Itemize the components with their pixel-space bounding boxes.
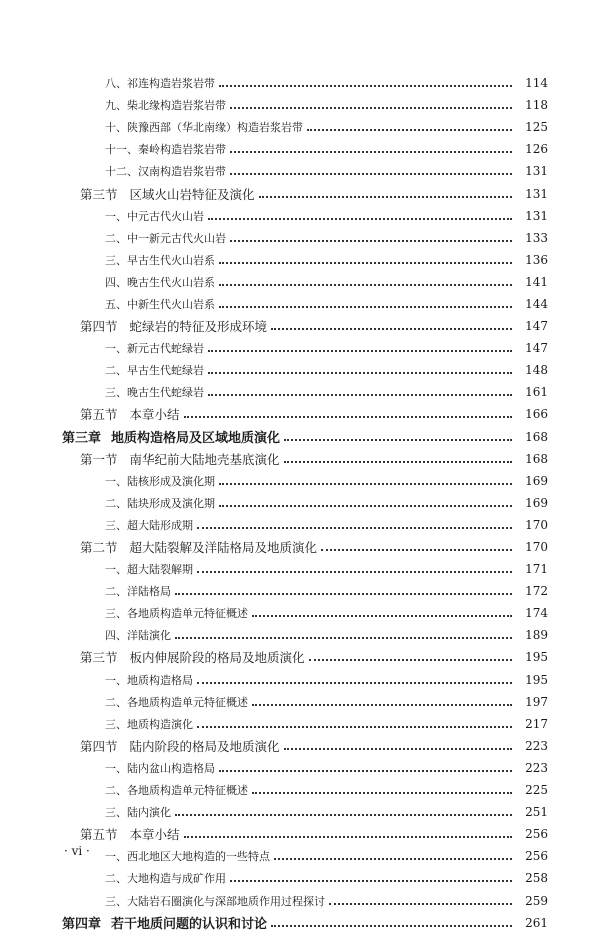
toc-entry-label: 超大陆裂解及洋陆格局及地质演化 bbox=[129, 540, 318, 556]
toc-entry-label: 三、晚古生代蛇绿岩 bbox=[105, 386, 204, 400]
dot-leader bbox=[208, 372, 512, 374]
toc-page-number: 131 bbox=[525, 164, 548, 179]
toc-subsection-entry[interactable] bbox=[0, 205, 592, 227]
toc-page-number: 147 bbox=[525, 319, 548, 334]
toc-entry-title bbox=[105, 230, 226, 246]
toc-entry-title bbox=[105, 75, 215, 91]
toc-entry-number: 第四节 bbox=[80, 738, 118, 754]
dot-leader bbox=[197, 726, 512, 728]
toc-page-number: 133 bbox=[525, 230, 548, 245]
toc-page-number: 189 bbox=[525, 628, 548, 643]
toc-subsection-entry[interactable] bbox=[0, 138, 592, 160]
toc-section-entry[interactable] bbox=[0, 403, 592, 425]
toc-entry-title bbox=[105, 627, 171, 643]
dot-leader bbox=[252, 704, 512, 706]
toc-entry-label: 一、新元古代蛇绿岩 bbox=[105, 342, 204, 356]
toc-entry-label: 二、早古生代蛇绿岩 bbox=[105, 364, 204, 378]
toc-entry-label: 一、陆内盆山构造格局 bbox=[105, 761, 215, 775]
toc-subsection-entry[interactable] bbox=[0, 359, 592, 381]
toc-page-number: 251 bbox=[525, 805, 548, 820]
toc-entry-title bbox=[80, 825, 180, 843]
dot-leader bbox=[284, 748, 512, 750]
toc-entry-label: 八、祁连构造岩浆岩带 bbox=[105, 77, 215, 91]
toc-entry-label: 三、大陆岩石圈演化与深部地质作用过程探讨 bbox=[105, 894, 325, 908]
toc-entry-label: 四、晚古生代火山岩系 bbox=[105, 275, 215, 289]
dot-leader bbox=[197, 682, 512, 684]
dot-leader bbox=[219, 505, 512, 507]
toc-entry-title bbox=[80, 317, 267, 335]
toc-page-number: 118 bbox=[525, 98, 548, 113]
dot-leader bbox=[219, 306, 512, 308]
toc-subsection-entry[interactable] bbox=[0, 602, 592, 624]
toc-entry-label: 本章小结 bbox=[129, 827, 180, 843]
toc-entry-label: 二、陆块形成及演化期 bbox=[105, 496, 215, 510]
dot-leader bbox=[208, 394, 512, 396]
toc-entry-title bbox=[80, 648, 305, 666]
dot-leader bbox=[284, 439, 512, 441]
toc-subsection-entry[interactable] bbox=[0, 72, 592, 94]
dot-leader bbox=[230, 107, 512, 109]
dot-leader bbox=[219, 284, 512, 286]
toc-chapter-entry[interactable] bbox=[0, 912, 592, 934]
dot-leader bbox=[284, 461, 512, 463]
toc-entry-label: 三、陆内演化 bbox=[105, 806, 171, 820]
toc-page-number: 195 bbox=[525, 672, 548, 687]
toc-entry-title bbox=[80, 538, 317, 556]
toc-entry-label: 地质构造格局及区域地质演化 bbox=[111, 431, 281, 447]
dot-leader bbox=[219, 770, 512, 772]
toc-entry-label: 陆内阶段的格局及地质演化 bbox=[129, 738, 280, 754]
toc-page-number: 195 bbox=[525, 650, 548, 665]
toc-entry-number: 第四节 bbox=[80, 319, 118, 335]
toc-subsection-entry[interactable] bbox=[0, 558, 592, 580]
toc-entry-title bbox=[62, 427, 280, 446]
toc-entry-label: 三、地质构造演化 bbox=[105, 717, 193, 731]
toc-subsection-entry[interactable] bbox=[0, 580, 592, 602]
toc-page-number: 169 bbox=[525, 495, 548, 510]
toc-subsection-entry[interactable] bbox=[0, 116, 592, 138]
toc-entry-label: 四、洋陆演化 bbox=[105, 629, 171, 643]
toc-page-number: 223 bbox=[525, 738, 548, 753]
toc-chapter-entry[interactable] bbox=[0, 426, 592, 448]
toc-subsection-entry[interactable] bbox=[0, 492, 592, 514]
toc-entry-title bbox=[105, 716, 193, 732]
dot-leader bbox=[208, 218, 512, 220]
toc-entry-label: 二、各地质构造单元特征概述 bbox=[105, 695, 248, 709]
toc-entry-title bbox=[105, 517, 193, 533]
dot-leader bbox=[219, 483, 512, 485]
toc-entry-title bbox=[105, 362, 204, 378]
dot-leader bbox=[184, 836, 512, 838]
toc-entry-number: 第四章 bbox=[62, 917, 102, 933]
dot-leader bbox=[321, 549, 512, 551]
toc-page-number: 174 bbox=[525, 606, 548, 621]
dot-leader bbox=[175, 637, 512, 639]
dot-leader bbox=[197, 571, 512, 573]
dot-leader bbox=[230, 173, 512, 175]
toc-page-number: 161 bbox=[525, 385, 548, 400]
toc-section-entry[interactable] bbox=[0, 315, 592, 337]
toc-entry-label: 若干地质问题的认识和讨论 bbox=[111, 917, 268, 933]
toc-entry-label: 二、洋陆格局 bbox=[105, 585, 171, 599]
toc-page-number: 125 bbox=[525, 120, 548, 135]
toc-entry-label: 十一、秦岭构造岩浆岩带 bbox=[105, 143, 226, 157]
toc-subsection-entry[interactable] bbox=[0, 624, 592, 646]
toc-entry-title bbox=[105, 782, 248, 798]
toc-section-entry[interactable] bbox=[0, 735, 592, 757]
dot-leader bbox=[184, 416, 512, 418]
toc-entry-title bbox=[105, 163, 226, 179]
toc-entry-title bbox=[62, 913, 267, 932]
toc-entry-label: 十、陕豫西部（华北南缘）构造岩浆岩带 bbox=[105, 121, 303, 135]
toc-subsection-entry[interactable] bbox=[0, 227, 592, 249]
toc-page-number: 197 bbox=[525, 694, 548, 709]
toc-subsection-entry[interactable] bbox=[0, 713, 592, 735]
toc-page-number: 171 bbox=[525, 562, 548, 577]
dot-leader bbox=[230, 880, 512, 882]
toc-entry-number: 第五节 bbox=[80, 407, 118, 423]
toc-page-number: 170 bbox=[525, 517, 548, 532]
dot-leader bbox=[230, 151, 512, 153]
toc-entry-number: 第二节 bbox=[80, 540, 118, 556]
dot-leader bbox=[208, 350, 512, 352]
toc-page-number: 169 bbox=[525, 473, 548, 488]
dot-leader bbox=[197, 527, 512, 529]
toc-entry-label: 二、各地质构造单元特征概述 bbox=[105, 784, 248, 798]
toc-entry-label: 一、地质构造格局 bbox=[105, 673, 193, 687]
toc-entry-label: 一、中元古代火山岩 bbox=[105, 209, 204, 223]
toc-page-number: 223 bbox=[525, 760, 548, 775]
toc-entry-label: 本章小结 bbox=[129, 407, 180, 423]
toc-subsection-entry[interactable] bbox=[0, 381, 592, 403]
toc-entry-title bbox=[105, 893, 325, 909]
toc-entry-title bbox=[105, 97, 226, 113]
toc-entry-title bbox=[105, 340, 204, 356]
toc-entry-label: 三、各地质构造单元特征概述 bbox=[105, 607, 248, 621]
dot-leader bbox=[259, 196, 512, 198]
toc-page-number: 147 bbox=[525, 341, 548, 356]
toc-entry-title bbox=[105, 119, 303, 135]
toc-entry-label: 五、中新生代火山岩系 bbox=[105, 297, 215, 311]
toc-entry-title bbox=[105, 870, 226, 886]
toc-entry-label: 三、早古生代火山岩系 bbox=[105, 253, 215, 267]
toc-subsection-entry[interactable] bbox=[0, 514, 592, 536]
toc-entry-title bbox=[105, 495, 215, 511]
dot-leader bbox=[175, 814, 512, 816]
toc-entry-title bbox=[105, 473, 215, 489]
toc-entry-title bbox=[105, 583, 171, 599]
dot-leader bbox=[271, 925, 512, 927]
toc-entry-number: 第五节 bbox=[80, 827, 118, 843]
toc-entry-title bbox=[80, 185, 255, 203]
toc-entry-title bbox=[105, 141, 226, 157]
toc-subsection-entry[interactable] bbox=[0, 337, 592, 359]
toc-subsection-entry[interactable] bbox=[0, 94, 592, 116]
dot-leader bbox=[274, 858, 512, 860]
toc-page-number: 168 bbox=[525, 429, 548, 444]
toc-page-number: 114 bbox=[525, 76, 548, 91]
toc-entry-label: 十二、汉南构造岩浆岩带 bbox=[105, 165, 226, 179]
toc-entry-title bbox=[105, 694, 248, 710]
toc-section-entry[interactable] bbox=[0, 448, 592, 470]
toc-entry-label: 二、中一新元古代火山岩 bbox=[105, 231, 226, 245]
toc-subsection-entry[interactable] bbox=[0, 669, 592, 691]
toc-subsection-entry[interactable] bbox=[0, 801, 592, 823]
toc-entry-label: 板内伸展阶段的格局及地质演化 bbox=[129, 650, 305, 666]
toc-page-number: 256 bbox=[525, 827, 548, 842]
toc-entry-title bbox=[105, 848, 270, 864]
dot-leader bbox=[329, 903, 512, 905]
toc-entry-label: 九、柴北缘构造岩浆岩带 bbox=[105, 99, 226, 113]
toc-entry-title bbox=[105, 804, 171, 820]
toc-entry-number: 第一节 bbox=[80, 451, 118, 467]
toc-entry-title bbox=[105, 760, 215, 776]
toc-entry-title bbox=[105, 561, 193, 577]
toc-page-number: 141 bbox=[525, 274, 548, 289]
dot-leader bbox=[175, 593, 512, 595]
toc-page-number: 144 bbox=[525, 296, 548, 311]
toc-page-number: 259 bbox=[525, 893, 548, 908]
toc-entry-title bbox=[80, 737, 280, 755]
toc-entry-label: 一、超大陆裂解期 bbox=[105, 563, 193, 577]
toc-subsection-entry[interactable] bbox=[0, 293, 592, 315]
toc-entry-title bbox=[80, 405, 180, 423]
toc-subsection-entry[interactable] bbox=[0, 470, 592, 492]
dot-leader bbox=[230, 240, 512, 242]
dot-leader bbox=[309, 659, 512, 661]
toc-subsection-entry[interactable] bbox=[0, 867, 592, 889]
toc-entry-number: 第三章 bbox=[62, 431, 102, 447]
toc-entry-title bbox=[105, 296, 215, 312]
toc-entry-title bbox=[105, 274, 215, 290]
toc-entry-label: 区域火山岩特征及演化 bbox=[129, 186, 255, 202]
dot-leader bbox=[252, 615, 512, 617]
toc-entry-title bbox=[80, 450, 280, 468]
dot-leader bbox=[252, 792, 512, 794]
toc-page-number: 126 bbox=[525, 142, 548, 157]
toc-entry-number: 第三节 bbox=[80, 650, 118, 666]
toc-section-entry[interactable] bbox=[0, 536, 592, 558]
toc-entry-title bbox=[105, 605, 248, 621]
toc-page-number: 217 bbox=[525, 716, 548, 731]
toc-subsection-entry[interactable] bbox=[0, 757, 592, 779]
dot-leader bbox=[219, 85, 512, 87]
toc-subsection-entry[interactable] bbox=[0, 160, 592, 182]
toc-page-number: 256 bbox=[525, 849, 548, 864]
toc-page-number: 261 bbox=[525, 915, 548, 930]
toc-entry-label: 蛇绿岩的特征及形成环境 bbox=[129, 319, 268, 335]
toc-page-number: 131 bbox=[525, 208, 548, 223]
toc-entry-number: 第三节 bbox=[80, 186, 118, 202]
toc-entry-title bbox=[105, 384, 204, 400]
toc-entry-label: 二、大地构造与成矿作用 bbox=[105, 872, 226, 886]
table-of-contents bbox=[0, 72, 592, 934]
toc-entry-label: 一、陆核形成及演化期 bbox=[105, 474, 215, 488]
toc-entry-title bbox=[105, 208, 204, 224]
toc-section-entry[interactable] bbox=[0, 182, 592, 204]
toc-page-number: 131 bbox=[525, 186, 548, 201]
toc-page-number: 168 bbox=[525, 451, 548, 466]
toc-page-number: 148 bbox=[525, 363, 548, 378]
toc-section-entry[interactable] bbox=[0, 823, 592, 845]
toc-page-number: 172 bbox=[525, 584, 548, 599]
toc-section-entry[interactable] bbox=[0, 646, 592, 668]
toc-entry-label: 一、西北地区大地构造的一些特点 bbox=[105, 850, 270, 864]
toc-subsection-entry[interactable] bbox=[0, 271, 592, 293]
dot-leader bbox=[219, 262, 512, 264]
toc-entry-label: 南华纪前大陆地壳基底演化 bbox=[129, 451, 280, 467]
toc-page-number: 258 bbox=[525, 871, 548, 886]
toc-entry-title bbox=[105, 672, 193, 688]
toc-subsection-entry[interactable] bbox=[0, 889, 592, 911]
toc-page-number: 166 bbox=[525, 407, 548, 422]
page-number-footer: · vi · bbox=[64, 844, 90, 858]
toc-page-number: 225 bbox=[525, 783, 548, 798]
toc-page-number: 136 bbox=[525, 252, 548, 267]
dot-leader bbox=[271, 328, 512, 330]
toc-subsection-entry[interactable] bbox=[0, 691, 592, 713]
dot-leader bbox=[307, 129, 512, 131]
toc-entry-title bbox=[105, 252, 215, 268]
toc-page-number: 170 bbox=[525, 540, 548, 555]
toc-subsection-entry[interactable] bbox=[0, 779, 592, 801]
toc-subsection-entry[interactable] bbox=[0, 249, 592, 271]
toc-entry-label: 三、超大陆形成期 bbox=[105, 518, 193, 532]
